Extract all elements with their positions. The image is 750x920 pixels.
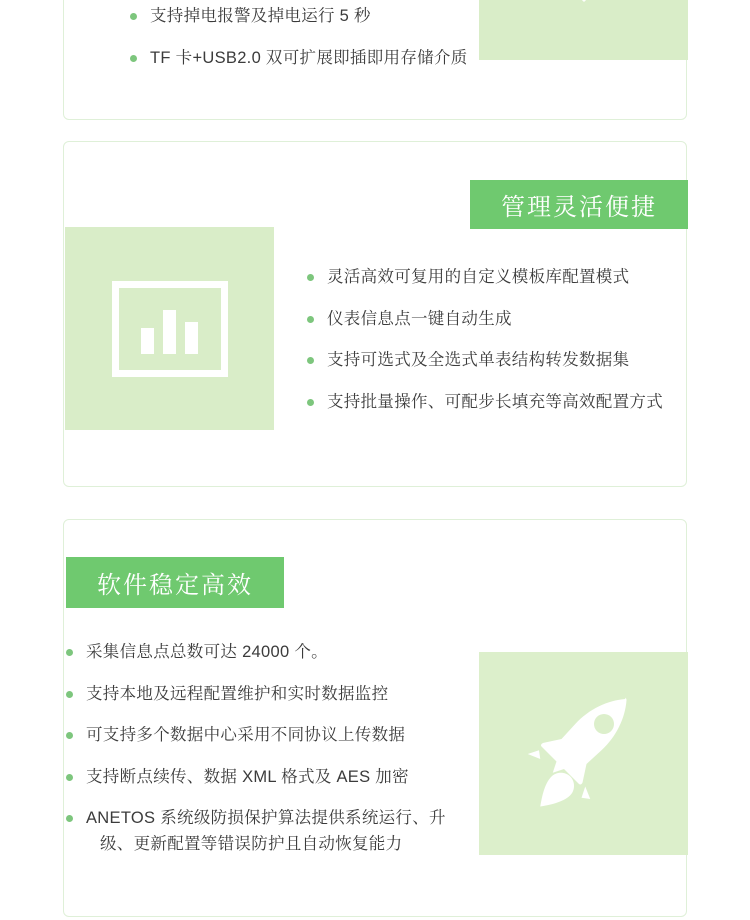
bullet-text-continued: 级、更新配置等错误防护且自动恢复能力 [100,834,403,853]
list-item [64,806,484,857]
bullet-text: 可支持多个数据中心采用不同协议上传数据 [86,726,406,745]
bullet-dot-icon [307,316,314,323]
list-item [305,307,705,333]
bullet-dot-icon [307,357,314,364]
list-item [64,765,484,791]
bullet-dot-icon [130,13,137,20]
bullet-text: 支持掉电报警及掉电运行 5 秒 [150,7,371,25]
list-item [305,265,705,291]
list-item [305,390,705,416]
bullet-text: 支持批量操作、可配步长填充等高效配置方式 [327,392,663,411]
section-title-text: 软件稳定高效 [97,572,253,599]
feature-image-software [479,652,688,855]
section-title-management [470,180,688,229]
bullet-text: 采集信息点总数可达 24000 个。 [86,643,328,661]
bullet-dot-icon [66,732,73,739]
bullet-dot-icon [66,691,73,698]
bullet-text: 仪表信息点一键自动生成 [327,309,512,328]
list-item [305,348,705,374]
bullet-text: 灵活高效可复用的自定义模板库配置模式 [327,268,630,286]
list-item [64,723,484,749]
bullet-dot-icon [307,274,314,281]
bullet-text: TF 卡+USB2.0 双可扩展即插即用存储介质 [150,48,468,67]
bullet-dot-icon [66,774,73,781]
list-item [64,682,484,708]
bar-chart-icon [112,281,228,377]
bullet-text: 支持断点续传、数据 XML 格式及 AES 加密 [86,767,409,786]
bullet-list-management [305,265,705,415]
bullet-text: 支持本地及远程配置维护和实时数据监控 [86,684,389,703]
section-title-text: 管理灵活便捷 [501,194,657,221]
bullet-dot-icon [66,649,73,656]
bullet-text: 支持可选式及全选式单表结构转发数据集 [327,351,630,370]
bullet-dot-icon [66,815,73,822]
section-title-software [66,557,284,608]
chevron-down-icon [479,0,688,10]
bullet-text: ANETOS 系统级防损保护算法提供系统运行、升 [86,809,446,828]
list-item [64,640,484,666]
rocket-icon [509,679,659,829]
feature-image-management [65,227,274,430]
bullet-list-software [64,640,484,857]
bullet-dot-icon [307,399,314,406]
bullet-dot-icon [130,55,137,62]
